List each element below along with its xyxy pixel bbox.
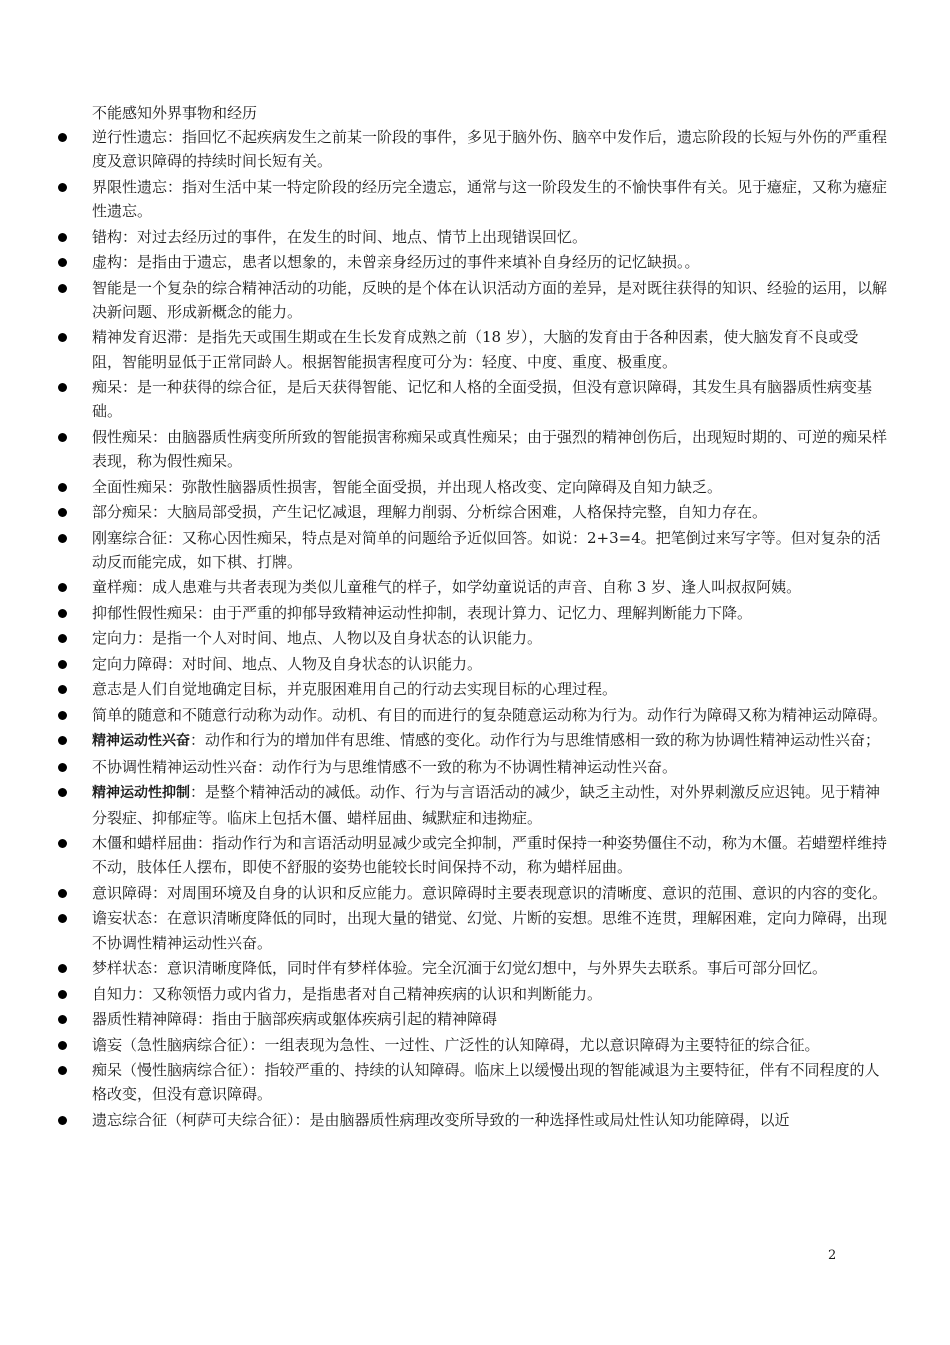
item-text: 定向力障碍：对时间、地点、人物及自身状态的认识能力。 — [92, 654, 483, 673]
bullet-icon — [58, 1015, 67, 1024]
list-item — [0, 1058, 950, 1107]
item-text: 智能是一个复杂的综合精神活动的功能，反映的是个体在认识活动方面的差异，是对既往获得的知识、经验的运用，以解决新问题、形成新概念的能力。 — [92, 278, 888, 321]
list-item — [0, 575, 950, 599]
list-item — [0, 982, 950, 1006]
list-item — [0, 652, 950, 676]
item-text: 不协调性精神运动性兴奋：动作行为与思维情感不一致的称为不协调性精神运动性兴奋。 — [92, 757, 678, 776]
bullet-icon — [58, 634, 67, 643]
bullet-icon — [58, 333, 67, 342]
list-item — [0, 956, 950, 980]
bullet-icon — [58, 914, 67, 923]
item-text: 错构：对过去经历过的事件，在发生的时间、地点、情节上出现错误回忆。 — [92, 227, 588, 246]
list-item — [0, 1108, 950, 1132]
bullet-icon — [58, 788, 67, 797]
list-item — [0, 831, 950, 880]
bullet-icon — [58, 133, 67, 142]
bullet-icon — [58, 258, 67, 267]
list-item — [0, 425, 950, 474]
bullet-icon — [58, 660, 67, 669]
bullet-icon — [58, 736, 67, 745]
item-text: ：是整个精神活动的减低。动作、行为与言语活动的减少，缺乏主动性，对外界刺激反应迟钝。见于精神分裂症、抑郁症等。临床上包括木僵、蜡样屈曲、缄默症和违拗症。 — [92, 783, 881, 827]
list-item — [0, 276, 950, 325]
item-text: 假性痴呆：由脑器质性病变所所致的智能损害称痴呆或真性痴呆；由于强烈的精神创伤后，出现短时期的、可逆的痴呆样表现，称为假性痴呆。 — [92, 427, 888, 471]
bullet-icon — [58, 383, 67, 392]
continuation-text: 不能感知外界事物和经历 — [92, 104, 258, 122]
item-text: 器质性精神障碍：指由于脑部疾病或躯体疾病引起的精神障碍 — [92, 1010, 498, 1029]
item-text: 意识障碍：对周围环境及自身的认识和反应能力。意识障碍时主要表现意识的清晰度、意识的范围、意识的内容的变化。 — [92, 883, 888, 902]
bullet-icon — [58, 685, 67, 694]
item-text: 抑郁性假性痴呆：由于严重的抑郁导致精神运动性抑制，表现计算力、记忆力、理解判断能力下降。 — [92, 603, 753, 622]
bullet-icon — [58, 1116, 67, 1125]
list-item — [0, 250, 950, 274]
bullet-icon — [58, 609, 67, 618]
item-text: 谵妄状态：在意识清晰度降低的同时，出现大量的错觉、幻觉、片断的妄想。思维不连贯，理解困难，定向力障碍，出现不协调性精神运动性兴奋。 — [92, 909, 888, 952]
item-text: 简单的随意和不随意行动称为动作。动机、有目的而进行的复杂随意运动称为行为。动作行为障碍又称为精神运动障碍。 — [92, 705, 888, 724]
list-item — [0, 500, 950, 524]
bullet-icon — [58, 839, 67, 848]
item-text: 童样痴：成人患难与共者表现为类似儿童稚气的样子，如学幼童说话的声音、自称 3 岁、逢人叫叔叔阿姨。 — [92, 578, 802, 597]
bullet-icon — [58, 534, 67, 543]
list-item — [0, 881, 950, 905]
item-text: 谵妄（急性脑病综合征）：一组表现为急性、一过性、广泛性的认知障碍，尤以意识障碍为主要特征的综合征。 — [92, 1035, 820, 1054]
list-item — [0, 780, 950, 830]
item-text: 痴呆：是一种获得的综合征，是后天获得智能、记忆和人格的全面受损，但没有意识障碍，其发生具有脑器质性病变基础。 — [92, 378, 873, 421]
bullet-icon — [58, 183, 67, 192]
bullet-icon — [58, 233, 67, 242]
item-text: 虚构：是指由于遗忘，患者以想象的，未曾亲身经历过的事件来填补自身经历的记忆缺损。。 — [92, 253, 700, 272]
item-text: 定向力：是指一个人对时间、地点、人物以及自身状态的认识能力。 — [92, 629, 543, 648]
bold-term: 精神运动性抑制 — [92, 785, 190, 802]
list-item — [0, 225, 950, 249]
item-text: 自知力：又称领悟力或内省力，是指患者对自己精神疾病的认识和判断能力。 — [92, 984, 603, 1003]
item-text: 梦样状态：意识清晰度降低，同时伴有梦样体验。完全沉湎于幻觉幻想中，与外界失去联系。事后可部分回忆。 — [92, 959, 828, 978]
bullet-icon — [58, 583, 67, 592]
list-item — [0, 375, 950, 424]
list-item — [0, 703, 950, 727]
item-text: 遗忘综合征（柯萨可夫综合征）：是由脑器质性病理改变所导致的一种选择性或局灶性认知功能障碍，以近 — [92, 1110, 790, 1129]
bullet-icon — [58, 284, 67, 293]
bullet-icon — [58, 990, 67, 999]
list-item — [0, 728, 950, 753]
list-item — [0, 601, 950, 625]
item-text: 部分痴呆：大脑局部受损，产生记忆减退，理解力削弱、分析综合困难，人格保持完整，自知力存在。 — [92, 503, 768, 522]
bullet-icon — [58, 889, 67, 898]
bold-term: 精神运动性兴奋 — [92, 733, 190, 750]
bullet-icon — [58, 483, 67, 492]
item-text: 界限性遗忘：指对生活中某一特定阶段的经历完全遗忘，通常与这一阶段发生的不愉快事件有关。见于癔症，又称为癔症性遗忘。 — [92, 177, 888, 221]
bullet-icon — [58, 964, 67, 973]
definition-list — [0, 125, 950, 1133]
bullet-icon — [58, 433, 67, 442]
item-text: 痴呆（慢性脑病综合征）：指较严重的、持续的认知障碍。临床上以缓慢出现的智能减退为主要特征，伴有不同程度的人格改变，但没有意识障碍。 — [92, 1061, 880, 1104]
list-item — [0, 125, 950, 174]
item-text: 逆行性遗忘：指回忆不起疾病发生之前某一阶段的事件，多见于脑外伤、脑卒中发作后，遗忘阶段的长短与外伤的严重程度及意识障碍的持续时间长短有关。 — [92, 128, 888, 171]
item-text: ：动作和行为的增加伴有思维、情感的变化。动作行为与思维情感相一致的称为协调性精神运动性兴奋； — [190, 731, 881, 750]
list-item — [0, 526, 950, 575]
item-text: 全面性痴呆：弥散性脑器质性损害，智能全面受损，并出现人格改变、定向障碍及自知力缺乏。 — [92, 477, 723, 496]
list-item — [0, 1033, 950, 1057]
bullet-icon — [58, 763, 67, 772]
item-text: 意志是人们自觉地确定目标，并克服困难用自己的行动去实现目标的心理过程。 — [92, 680, 618, 699]
bullet-icon — [58, 1066, 67, 1075]
list-item — [0, 906, 950, 955]
bullet-icon — [58, 1041, 67, 1050]
list-item — [0, 626, 950, 650]
item-text: 精神发育迟滞：是指先天或围生期或在生长发育成熟之前（18 岁），大脑的发育由于各种因素，使大脑发育不良或受阻，智能明显低于正常同龄人。根据智能损害程度可分为：轻度、中度、重度、极重度。 — [92, 328, 859, 371]
list-item — [0, 175, 950, 224]
list-item — [0, 755, 950, 779]
item-text: 木僵和蜡样屈曲：指动作行为和言语活动明显减少或完全抑制，严重时保持一种姿势僵住不动，称为木僵。若蜡塑样维持不动，肢体任人摆布，即使不舒服的姿势也能较长时间保持不动，称为蜡样屈曲。 — [92, 834, 888, 877]
list-item — [0, 475, 950, 499]
list-item — [0, 325, 950, 374]
list-item — [0, 1007, 950, 1031]
page-number: 2 — [828, 1248, 837, 1263]
item-text: 刚塞综合征：又称心因性痴呆，特点是对简单的问题给予近似回答。如说：2+3=4。把笔倒过来写字等。但对复杂的活动反而能完成，如下棋、打牌。 — [92, 528, 881, 571]
bullet-icon — [58, 508, 67, 517]
list-item — [0, 677, 950, 701]
bullet-icon — [58, 711, 67, 720]
